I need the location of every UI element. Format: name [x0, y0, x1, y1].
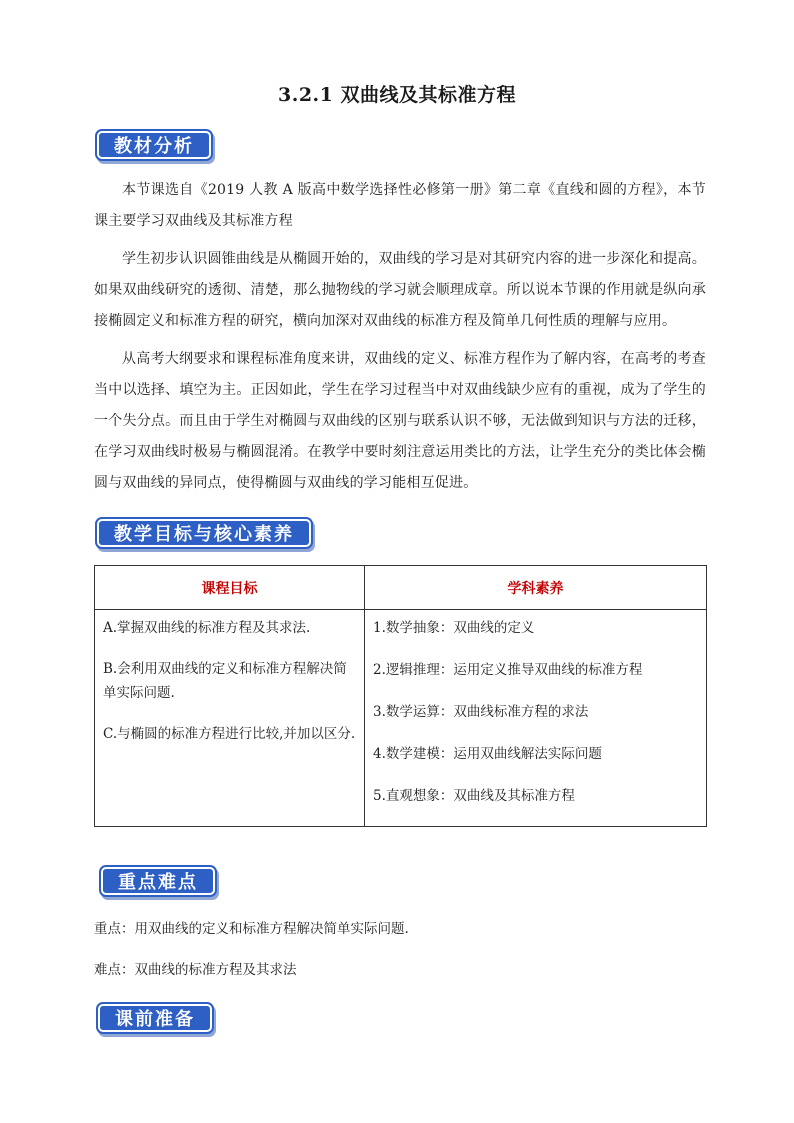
- header-subject-literacy: 学科素养: [365, 566, 707, 610]
- goals-table-header-row: [95, 566, 707, 610]
- key-point-difficulty: 难点：双曲线的标准方程及其求法: [94, 962, 297, 978]
- section-label-goals: 教学目标与核心素养: [97, 519, 311, 547]
- section-label-preparation: 课前准备: [98, 1004, 212, 1032]
- key-point-focus: 重点：用双曲线的定义和标准方程解决简单实际问题.: [94, 921, 409, 937]
- analysis-paragraph-1: 本节课选自《2019 人教 A 版高中数学选择性必修第一册》第二章《直线和圆的方程》，本节课主要学习双曲线及其标准方程: [94, 182, 706, 229]
- document-title: 3.2.1 双曲线及其标准方程: [277, 84, 516, 106]
- header-course-objectives: 课程目标: [95, 566, 365, 610]
- literacy-item-2: 2.逻辑推理：运用定义推导双曲线的标准方程: [373, 662, 643, 678]
- objective-a: A.掌握双曲线的标准方程及其求法.: [103, 620, 311, 636]
- section-label-analysis: 教材分析: [97, 131, 211, 159]
- literacy-item-4: 4.数学建模：运用双曲线解法实际问题: [373, 746, 602, 762]
- objective-c: C.与椭圆的标准方程进行比较,并加以区分.: [103, 726, 356, 742]
- section-label-key-points: 重点难点: [101, 867, 215, 895]
- literacy-item-3: 3.数学运算：双曲线标准方程的求法: [373, 704, 589, 720]
- goals-table-body-row: [95, 610, 707, 827]
- goals-table: [94, 565, 707, 827]
- analysis-paragraph-2: 学生初步认识圆锥曲线是从椭圆开始的，双曲线的学习是对其研究内容的进一步深化和提高。如果双曲线研究的透彻、清楚，那么抛物线的学习就会顺理成章。所以说本节课的作用就是纵向承接椭圆定义和标准方程的研究，横向加深对双曲线的标准方程及简单几何性质的理解与应用。: [94, 251, 706, 329]
- literacy-item-5: 5.直观想象：双曲线及其标准方程: [373, 788, 575, 804]
- literacy-item-1: 1.数学抽象：双曲线的定义: [373, 620, 535, 636]
- objective-b: B.会利用双曲线的定义和标准方程解决简单实际问题.: [103, 661, 347, 701]
- literacy-cell: [365, 610, 707, 827]
- analysis-paragraph-3: 从高考大纲要求和课程标准角度来讲，双曲线的定义、标准方程作为了解内容，在高考的考查当中以选择、填空为主。正因如此，学生在学习过程当中对双曲线缺少应有的重视，成为了学生的一个失分点。而且由于学生对椭圆与双曲线的区别与联系认识不够，无法做到知识与方法的迁移，在学习双曲线时极易与椭圆混淆。在教学中要时刻注意运用类比的方法，让学生充分的类比体会椭圆与双曲线的异同点，使得椭圆与双曲线的学习能相互促进。: [94, 351, 706, 491]
- objectives-cell: [95, 610, 365, 827]
